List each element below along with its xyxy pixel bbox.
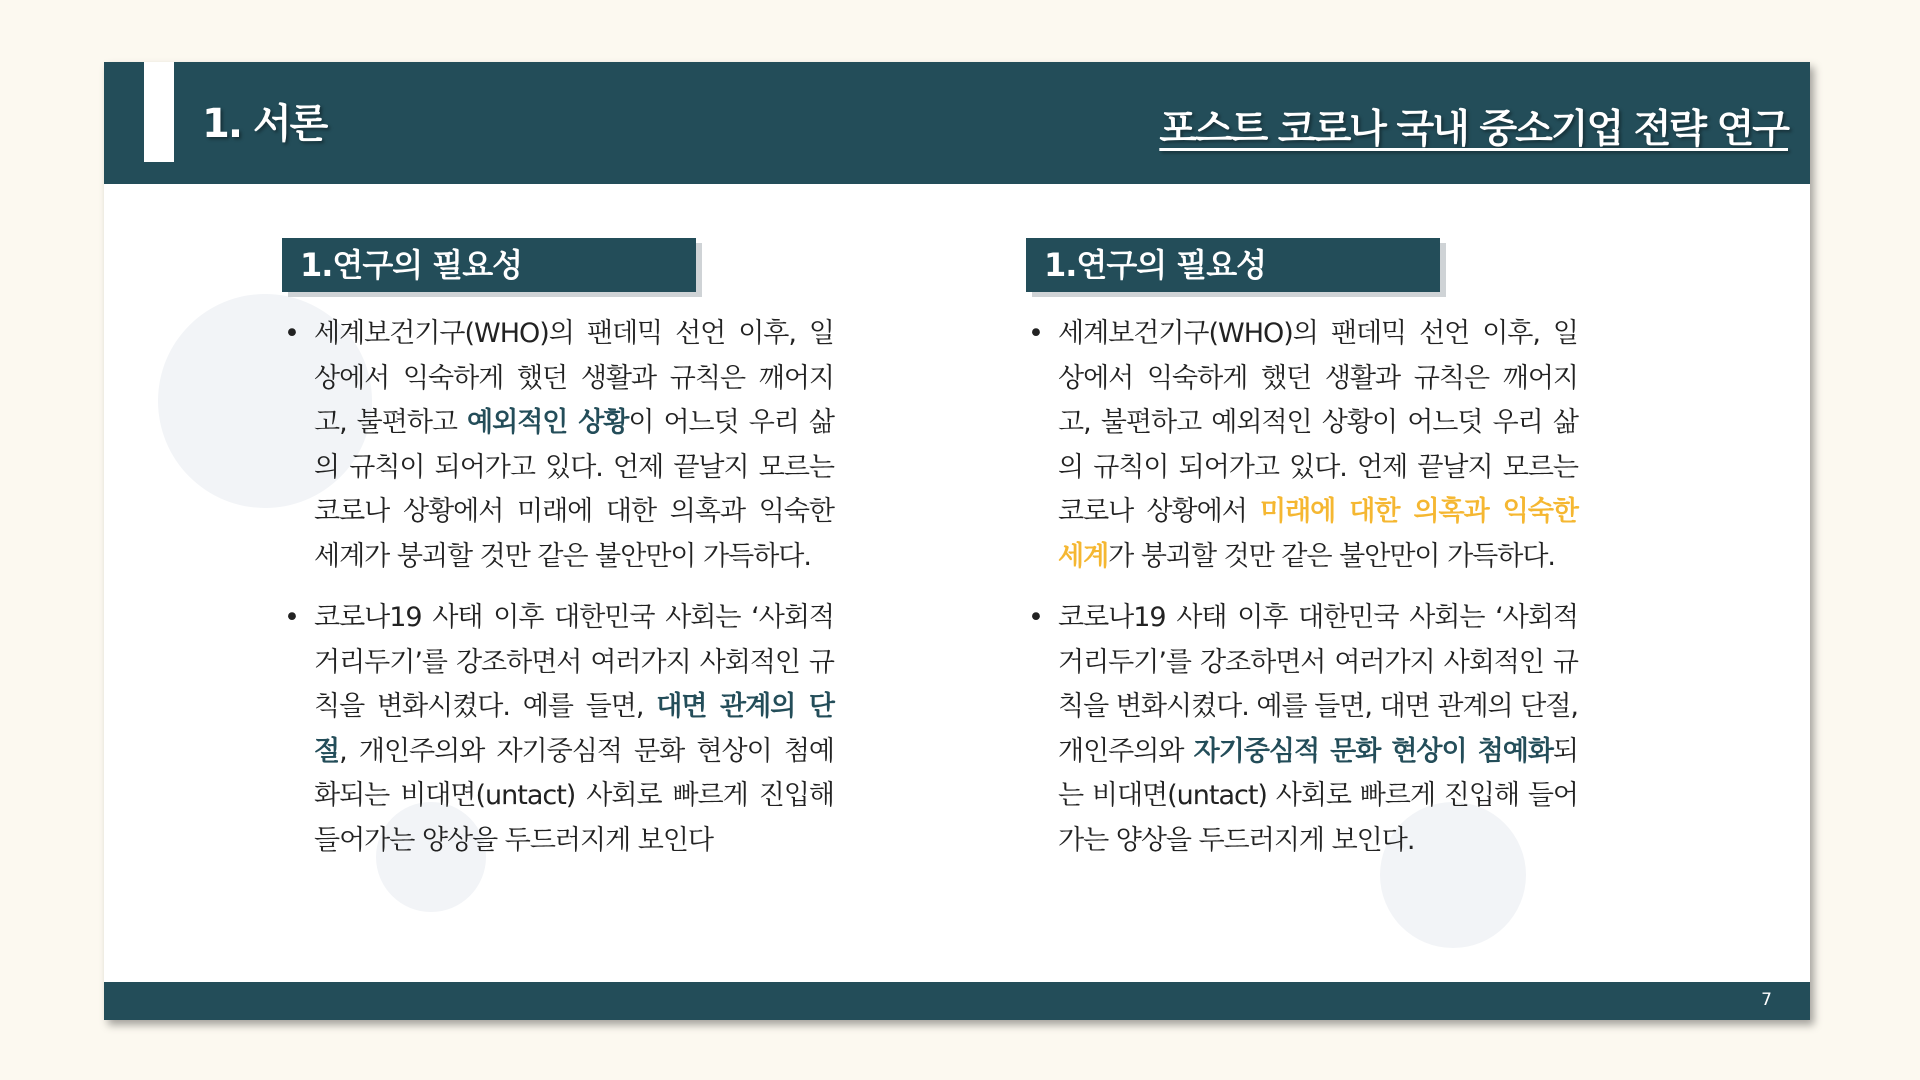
subtitle-box: 1.연구의 필요성 xyxy=(1026,238,1440,292)
left-column xyxy=(282,238,842,880)
text-segment: 세계보건기구(WHO)의 팬데믹 선언 이후, 일상에서 익숙하게 했던 생활과 규칙은 깨어지고, 불편하고 예외적인 상황이 어느덧 우리 삶의 규칙이 되어가고 있다. 언제 끝날지 모르는 코로나 상황에서 xyxy=(1058,318,1578,527)
slide xyxy=(104,62,1810,1020)
bullet-item xyxy=(1026,596,1578,863)
text-segment: , 개인주의와 자기중심적 문화 현상이 첨예화되는 비대면(untact) 사회로 빠르게 진입해 들어가는 양상을 두드러지게 보인다 xyxy=(314,735,834,856)
bullet-item xyxy=(282,312,834,579)
text-segment: 코로나19 사태 이후 대한민국 사회는 ‘사회적 거리두기’를 강조하면서 여러가지 사회적인 규칙을 변화시켰다. 예를 들면, xyxy=(314,602,834,722)
text-segment: 가 붕괴할 것만 같은 불안만이 가득하다. xyxy=(1108,540,1555,572)
bullet-dot: • xyxy=(1028,602,1043,633)
highlight-text: 미래에 대한 의혹과 익숙한 세계 xyxy=(1058,496,1578,572)
section-title: 1. 서론 xyxy=(202,101,327,147)
bullet-list xyxy=(1026,312,1586,863)
bullet-item xyxy=(1026,312,1578,579)
header-bar xyxy=(104,62,1810,184)
text-segment: 세계보건기구(WHO)의 팬데믹 선언 이후, 일상에서 익숙하게 했던 생활과 규칙은 깨어지고, 불편하고 xyxy=(314,318,834,438)
text-segment: 이 어느덧 우리 삶의 규칙이 되어가고 있다. 언제 끝날지 모르는 코로나 상황에서 미래에 대한 의혹과 익숙한 세계가 붕괴할 것만 같은 불안만이 가득하다. xyxy=(314,407,834,572)
highlight-text: 예외적인 상황 xyxy=(467,407,629,438)
bullet-item xyxy=(282,596,834,863)
bullet-dot: • xyxy=(284,318,299,349)
header-accent-bar xyxy=(144,62,174,162)
highlight-text: 대면 관계의 단절 xyxy=(314,691,834,767)
bullet-dot: • xyxy=(284,602,299,633)
text-segment: 되는 비대면(untact) 사회로 빠르게 진입해 들어가는 양상을 두드러지게 보인다. xyxy=(1058,735,1578,856)
right-column xyxy=(1026,238,1586,880)
bullet-list xyxy=(282,312,842,863)
highlight-text: 자기중심적 문화 현상이 첨예화 xyxy=(1193,735,1553,767)
bullet-dot: • xyxy=(1028,318,1043,349)
page-number: 7 xyxy=(1761,990,1772,1010)
footer-bar xyxy=(104,982,1810,1020)
document-title: 포스트 코로나 국내 중소기업 전략 연구 xyxy=(1159,107,1788,152)
text-segment: 코로나19 사태 이후 대한민국 사회는 ‘사회적 거리두기’를 강조하면서 여러가지 사회적인 규칙을 변화시켰다. 예를 들면, 대면 관계의 단절, 개인주의와 xyxy=(1058,602,1578,767)
subtitle-box: 1.연구의 필요성 xyxy=(282,238,696,292)
